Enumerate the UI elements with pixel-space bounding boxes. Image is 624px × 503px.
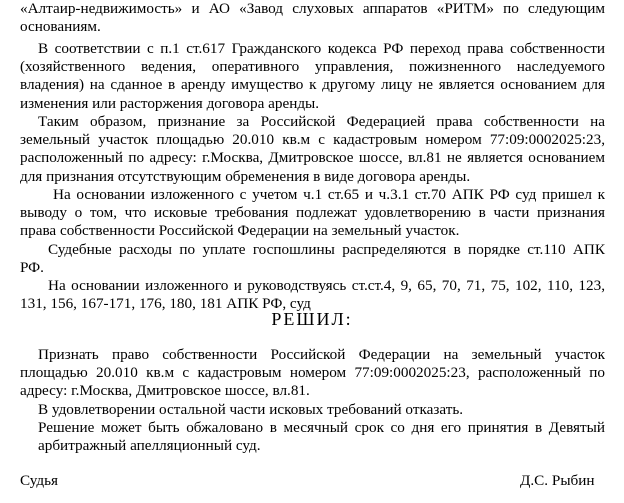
text-line: права собственности Российской Федерации на земельный участок. [20,222,460,239]
text-line: Судебные расходы по уплате госпошлины распределяются в порядке ст.110 АПК [48,241,605,258]
text-line: РФ. [20,259,44,276]
text-line: основаниям. [20,18,101,35]
text-line: В соответствии с п.1 ст.617 Гражданского кодекса РФ переход права собственности [38,40,605,57]
text-line: расположенный по адресу: г.Москва, Дмитровское шоссе, вл.81 не является основанием [20,149,605,166]
signature-role: Судья [20,472,59,489]
text-line: выводу о том, что исковые требования подлежат удовлетворению в части признания [20,204,605,221]
text-line: Решение может быть обжаловано в месячный срок со дня его принятия в Девятый [38,419,605,436]
text-line: На основании изложенного с учетом ч.1 ст.65 и ч.3.1 ст.70 АПК РФ суд пришел к [53,186,605,203]
signature-name: Д.С. Рыбин [520,472,595,489]
text-line: 131, 156, 167-171, 176, 180, 181 АПК РФ, суд [20,295,311,312]
text-line: арбитражный апелляционный суд. [38,437,261,454]
text-line: (хозяйственного ведения, оперативного управления, пожизненного наследуемого [20,58,605,75]
text-line: В удовлетворении остальной части исковых требований отказать. [38,401,464,418]
text-line: изменения или расторжения договора аренды. [20,95,320,112]
text-line: адресу: г.Москва, Дмитровское шоссе, вл.81. [20,382,310,399]
text-line: «Алтаир-недвижимость» и АО «Завод слуховых аппаратов «РИТМ» по следующим [20,0,605,17]
text-line: На основании изложенного и руководствуясь ст.ст.4, 9, 65, 70, 71, 75, 102, 110, 123, [48,277,605,294]
text-line: Таким образом, признание за Российской Федерацией права собственности на [38,113,605,130]
decision-heading: РЕШИЛ: [271,309,353,329]
text-line: владения) на сданное в аренду имущество к другому лицу не является основанием для [20,76,605,93]
text-line: для признания отсутствующим обременения в виде договора аренды. [20,168,471,185]
text-line: земельный участок площадью 20.010 кв.м с кадастровым номером 77:09:0002025:23, [20,131,605,148]
text-line: площадью 20.010 кв.м с кадастровым номером 77:09:0002025:23, расположенный по [20,364,605,381]
text-line: Признать право собственности Российской Федерации на земельный участок [38,346,605,363]
